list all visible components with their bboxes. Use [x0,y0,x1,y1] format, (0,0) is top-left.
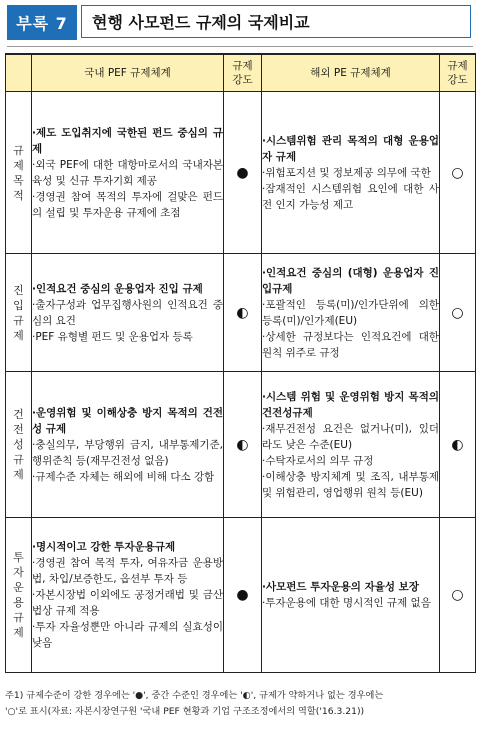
foreign-cell [262,372,440,518]
title-divider [7,46,473,47]
list-item: ·투자운용에 대한 명시적인 규제 없음 [262,597,431,609]
list-item: ·규제수준 자체는 해외에 비해 다소 강함 [32,470,215,483]
page-title: 현행 사모펀드 규제의 국제비교 [81,5,471,38]
list-item: ·출자구성과 업무집행사원의 인적요건 중심의 요건 [32,298,223,327]
row-category: 건 전 성 규 제 [6,372,32,518]
list-item: ·포괄적인 등록(미)/인가단위에 의한 등록(미)/인가제(EU) [262,298,439,327]
list-item: ·재무건전성 요건은 없거나(미), 있더라도 낮은 수준(EU) [262,422,439,451]
domestic-strength-symbol: ● [224,518,262,673]
domestic-cell [32,254,224,372]
header-domestic: 국내 PEF 규제체계 [32,54,224,92]
header-foreign: 해외 PE 규제체계 [262,54,440,92]
header-strength-foreign: 규제 강도 [440,54,476,92]
header-category [6,54,32,92]
list-item: ·잠재적인 시스템위험 요인에 대한 사전 인지 가능성 제고 [262,182,439,211]
appendix-header [7,5,473,42]
row-category: 규 제 목 적 [6,92,32,254]
domestic-cell [32,92,224,254]
domestic-cell-title: ·운영위험 및 이해상충 방지 목적의 건전성 규제 [32,406,223,435]
table-row [6,92,476,254]
list-item: ·수탁자로서의 의무 규정 [262,454,374,467]
foreign-strength-symbol: ○ [440,254,476,372]
foreign-strength-symbol: ◐ [440,372,476,518]
foreign-strength-symbol: ○ [440,92,476,254]
list-item: ·자본시장법 이외에도 공정거래법 및 금산법상 규제 적용 [32,589,223,617]
foreign-cell-title: ·시스템 위험 및 운영위험 방지 목적의 건전성규제 [262,390,439,419]
table-row [6,254,476,372]
table-row [6,518,476,673]
domestic-strength-symbol: ● [224,92,262,254]
domestic-cell [32,372,224,518]
comparison-table [5,53,476,673]
row-category: 진 입 규 제 [6,254,32,372]
domestic-cell-title: ·인적요건 중심의 운용업자 진입 규제 [32,282,203,295]
foreign-cell-title: ·인적요건 중심의 (대형) 운용업자 진입규제 [262,266,439,295]
list-item: ·PEF 유형별 펀드 및 운용업자 등록 [32,330,193,343]
domestic-cell-title: ·제도 도입취지에 국한된 펀드 중심의 규제 [32,126,223,155]
foreign-cell [262,518,440,673]
row-category: 투 자 운 용 규 제 [6,518,32,673]
foreign-strength-symbol: ○ [440,518,476,673]
table-header-row [6,54,476,92]
foreign-cell [262,92,440,254]
domestic-cell-title: ·명시적이고 강한 투자운용규제 [32,541,176,553]
list-item: ·경영권 참여 목적의 투자에 걸맞은 펀드의 설립 및 투자운용 규제에 초점 [32,190,223,219]
footnote-line-1: 주1) 규제수준이 강한 경우에는 '●', 중간 수준인 경우에는 '◐', 규제가 약하거나 없는 경우에는 [5,690,384,701]
list-item: ·상세한 규정보다는 인적요건에 대한 원칙 위주로 규정 [262,330,439,359]
domestic-strength-symbol: ◐ [224,254,262,372]
appendix-badge: 부록 7 [7,5,77,40]
list-item: ·충실의무, 부당행위 금지, 내부통제기준, 행위준칙 등(재무건전성 없음) [32,438,223,467]
footnote-line-2: '○'로 표시(자료: 자본시장연구원 '국내 PEF 현황과 기업 구조조정에서의 역할('16.3.21)) [5,706,365,717]
list-item: ·투자 자율성뿐만 아니라 규제의 실효성이 낮음 [32,621,223,649]
list-item: ·외국 PEF에 대한 대항마로서의 국내자본 육성 및 신규 투자기회 제공 [32,158,223,187]
table-row [6,372,476,518]
footnote [5,688,477,720]
header-strength-domestic: 규제 강도 [224,54,262,92]
foreign-cell-title: ·사모펀드 투자운용의 자율성 보장 [262,581,419,593]
foreign-cell-title: ·시스템위험 관리 목적의 대형 운용업자 규제 [262,134,439,163]
list-item: ·경영권 참여 목적 투자, 여유자금 운용방법, 차입/보증한도, 옵션부 투자 등 [32,557,223,585]
list-item: ·이해상충 방지체계 및 조직, 내부통제 및 위험관리, 영업행위 원칙 등(EU) [262,470,439,499]
list-item: ·위험포지션 및 정보제공 의무에 국한 [262,166,431,179]
domestic-cell [32,518,224,673]
foreign-cell [262,254,440,372]
domestic-strength-symbol: ◐ [224,372,262,518]
